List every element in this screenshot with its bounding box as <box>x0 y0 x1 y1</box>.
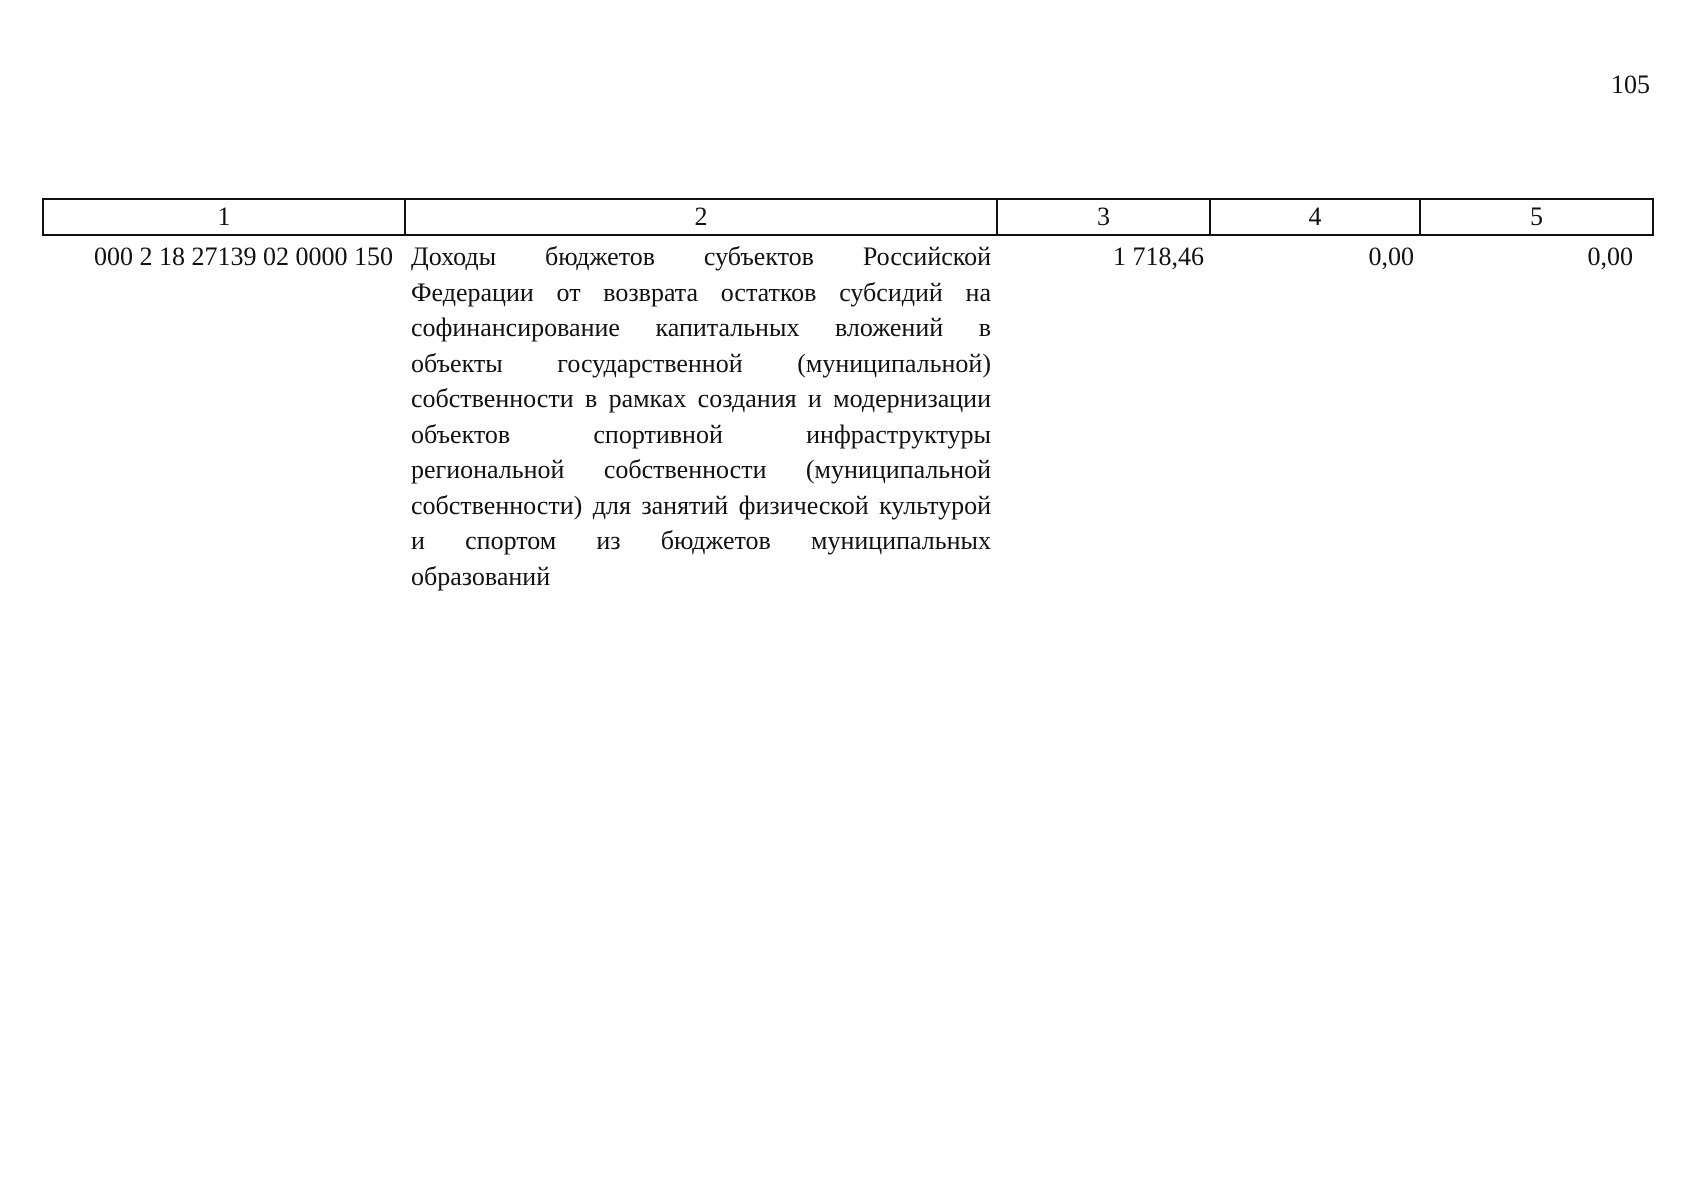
column-header-1: 1 <box>43 199 405 235</box>
budget-table <box>42 198 1654 594</box>
description-cell: Доходы бюджетов субъектов Российской Федерации от возврата остатков субсидий на софинансирование капитальных вложений в объекты государственной (муниципальной) собственности в рамках создания и модернизации объектов спортивной инфраструктуры региональной собственности (муниципальной собственности) для занятий физической культурой и спортом из бюджетов муниципальных образований <box>411 242 991 591</box>
budget-code-cell: 000 2 18 27139 02 0000 150 <box>94 242 393 271</box>
amount-col5-cell: 0,00 <box>1587 242 1633 271</box>
table-body <box>43 235 1653 594</box>
table-row <box>43 235 1653 594</box>
table-header <box>43 199 1653 235</box>
column-header-2: 2 <box>405 199 997 235</box>
amount-col4-cell: 0,00 <box>1368 242 1414 271</box>
amount-col3-cell: 1 718,46 <box>1113 242 1204 271</box>
table-header-row <box>43 199 1653 235</box>
page-number: 105 <box>1611 70 1650 99</box>
column-header-5: 5 <box>1420 199 1653 235</box>
column-header-4: 4 <box>1210 199 1420 235</box>
column-header-3: 3 <box>997 199 1210 235</box>
